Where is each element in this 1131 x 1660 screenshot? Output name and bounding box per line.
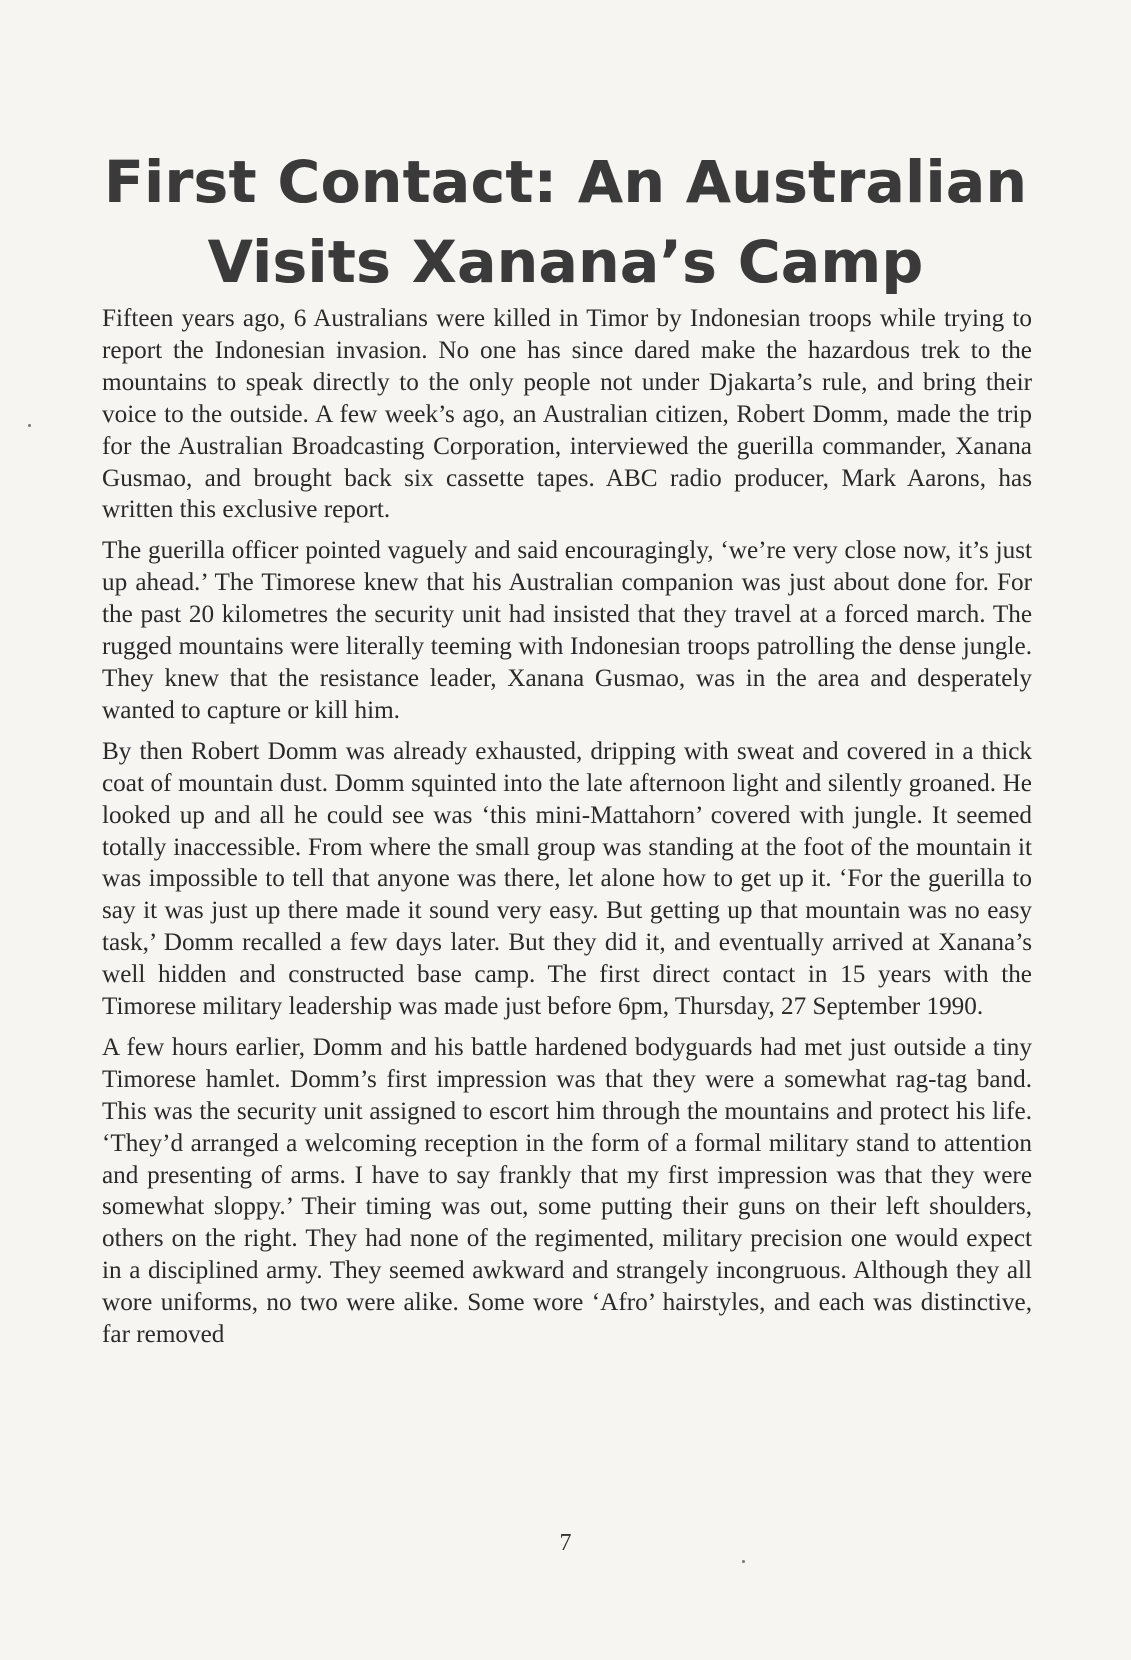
article-body bbox=[102, 303, 1032, 1360]
page-number: 7 bbox=[559, 1530, 572, 1556]
title-line-2: Visits Xanana’s Camp bbox=[207, 228, 924, 296]
body-paragraph: By then Robert Domm was already exhausted, dripping with sweat and covered in a thick coat of mountain dust. Domm squinted into the late afternoon light and silently groaned. He looked up and all he could see was ‘this mini-Mattahorn’ covered with jungle. It seemed totally inaccessible. From where the small group was standing at the foot of the mountain it was impossible to tell that anyone was there, let alone how to get up it. ‘For the guerilla to say it was just up there made it sound very easy. But getting up that mountain was no easy task,’ Domm recalled a few days later. But they did it, and eventually arrived at Xanana’s well hidden and constructed base camp. The first direct contact in 15 years with the Timorese military leadership was made just before 6pm, Thursday, 27 September 1990. bbox=[102, 737, 1032, 1021]
title-line-1: First Contact: An Australian bbox=[103, 148, 1028, 216]
body-paragraph: A few hours earlier, Domm and his battle hardened bodyguards had met just outside a tiny Timorese hamlet. Domm’s first impression was that they were a somewhat rag-tag band. This was the security unit assigned to escort him through the mountains and protect his life. ‘They’d arranged a welcoming reception in the form of a formal military stand to attention and presenting of arms. I have to say frankly that my first impression was that they were somewhat sloppy.’ Their timing was out, some putting their guns on their left shoulders, others on the right. They had none of the regimented, military precision one would expect in a disciplined army. They seemed awkward and strangely incongruous. Although they all wore uniforms, no two were alike. Some wore ‘Afro’ hairstyles, and each was distinctive, far removed bbox=[102, 1033, 1032, 1349]
speck bbox=[742, 1560, 745, 1563]
body-paragraph: The guerilla officer pointed vaguely and said encouragingly, ‘we’re very close now, it’s just up ahead.’ The Timorese knew that his Australian companion was just about done for. For the past 20 kilometres the security unit had insisted that they travel at a forced march. The rugged mountains were literally teeming with Indonesian troops patrolling the dense jungle. They knew that the resistance leader, Xanana Gusmao, was in the area and desperately wanted to capture or kill him. bbox=[102, 537, 1032, 724]
intro-paragraph: Fifteen years ago, 6 Australians were killed in Timor by Indonesian troops while trying to report the Indonesian invasion. No one has since dared make the hazardous trek to the mountains to speak directly to the only people not under Djakarta’s rule, and bring their voice to the outside. A few week’s ago, an Australian citizen, Robert Domm, made the trip for the Australian Broadcasting Corporation, interviewed the guerilla commander, Xanana Gusmao, and brought back six cassette tapes. ABC radio producer, Mark Aarons, has written this exclusive report. bbox=[102, 305, 1032, 524]
article-title bbox=[100, 142, 1031, 302]
speck bbox=[28, 424, 31, 427]
